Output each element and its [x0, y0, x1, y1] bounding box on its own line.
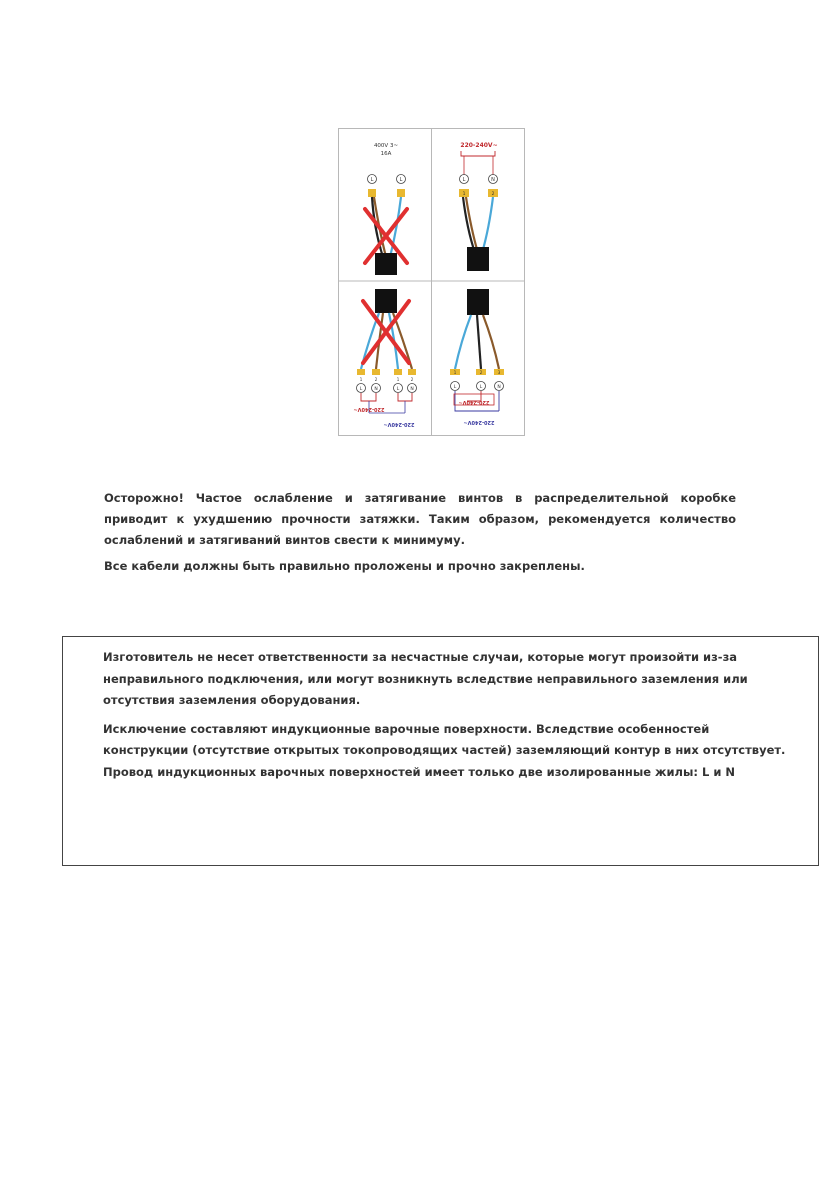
wiring-diagram-figure [338, 128, 525, 436]
cable-sleeve [375, 253, 397, 275]
cables-paragraph: Все кабели должны быть правильно проложены и прочно закреплены. [104, 559, 585, 573]
wire-ferrule [408, 369, 416, 375]
terminal-label: L [479, 385, 483, 390]
ferrule-tag: 1 [359, 377, 363, 382]
voltage-bracket [361, 393, 376, 401]
terminal-label: L [462, 177, 466, 183]
bottom-right-voltage-2: 220-240V~ [463, 419, 495, 425]
bottom-left-voltage-1: 220-240V~ [353, 406, 385, 412]
ferrule-tag: 1 [462, 192, 466, 197]
ferrule-tag: 2 [374, 377, 378, 382]
wire-blue [455, 315, 471, 369]
panel-bottom-left [353, 289, 416, 427]
bottom-right-voltage-1: 220-240V~ [458, 399, 490, 405]
cable-sleeve [375, 289, 397, 313]
ferrule-tag: 2 [410, 377, 414, 382]
terminal-label: N [410, 387, 414, 392]
panel-top-left [365, 143, 407, 275]
liability-notice-box [62, 636, 819, 866]
wire-ferrule [357, 369, 365, 375]
ferrule-tag: 1 [453, 370, 457, 375]
panel-bottom-right [450, 289, 504, 425]
panel-top-right [459, 142, 498, 271]
cable-sleeve [467, 289, 489, 315]
wiring-diagram [339, 129, 524, 435]
terminal-label: N [491, 177, 495, 183]
cable-sleeve [467, 247, 489, 271]
terminal-label: L [370, 177, 374, 183]
bottom-left-voltage-2: 220-240V~ [383, 421, 415, 427]
panel-top-left-label-2: 16A [380, 151, 392, 157]
wire-ferrule [397, 189, 405, 197]
liability-paragraph: Изготовитель не несет ответственности за несчастные случаи, которые могут произойти из-за неправильного подключения, или могут возникнуть вследствие неправильного заземления или отсутствия заземления оборудования. [103, 650, 748, 707]
terminal-label: L [396, 387, 400, 392]
panel-top-right-voltage: 220-240V~ [460, 142, 498, 149]
terminal-label: N [497, 385, 501, 390]
wire-ferrule [368, 189, 376, 197]
wire-ferrule [394, 369, 402, 375]
caution-section [104, 488, 736, 577]
terminal-label: N [374, 387, 378, 392]
ferrule-tag: 1 [396, 377, 400, 382]
wire-blue [482, 197, 493, 253]
caution-paragraph: Осторожно! Частое ослабление и затягивание винтов в распределительной коробке приводит к ухудшению прочности затяжки. Таким образом, рекомендуется количество ослаблений и затягиваний винтов свести к минимуму. [104, 491, 736, 547]
ferrule-tag: 3 [497, 370, 501, 375]
ferrule-tag: 2 [479, 370, 483, 375]
terminal-label: L [453, 385, 457, 390]
wire-black [463, 197, 475, 253]
terminal-label: L [359, 387, 363, 392]
wire-ferrule [372, 369, 380, 375]
voltage-bracket [398, 393, 412, 401]
voltage-bracket [461, 151, 495, 156]
wire-black [477, 315, 481, 369]
panel-top-left-label-1: 400V 3~ [373, 143, 399, 149]
terminal-label: L [399, 177, 403, 183]
induction-exception-paragraph: Исключение составляют индукционные варочные поверхности. Вследствие особенностей конструкции (отсутствие открытых токопроводящих частей) заземляющий контур в них отсутствует. Провод индукционных варочных поверхностей имеет только две изолированные жилы: L и N [103, 721, 786, 779]
wire-brown [483, 315, 499, 369]
ferrule-tag: 2 [491, 192, 495, 197]
